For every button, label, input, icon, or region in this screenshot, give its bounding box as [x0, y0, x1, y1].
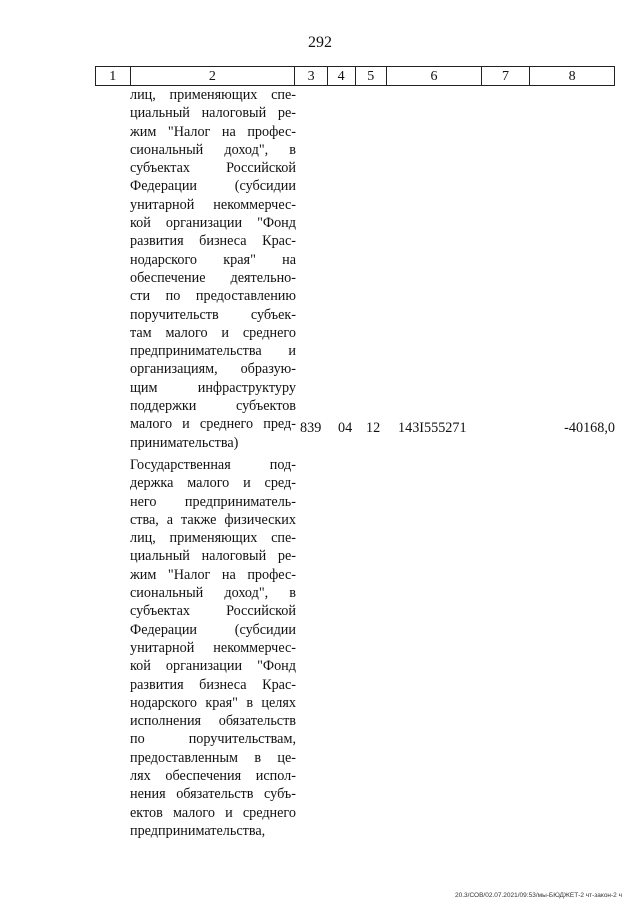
row1-line: кой организации "Фонд	[130, 215, 296, 232]
row2-line: по поручительствам,	[130, 731, 296, 748]
row1-line: организациям, образую-	[130, 361, 296, 378]
row1-line: поручительств субъек-	[130, 306, 296, 323]
footer-stamp: 20.3/СОВ/02.07.2021/09:53/мы-БЮДЖЕТ-2 чт-закон-2 ч	[455, 892, 622, 899]
row1-line: сиональный доход", в	[130, 141, 296, 158]
row2-line: держка малого и сред-	[130, 475, 296, 492]
row2-description	[130, 456, 296, 840]
row2-line: нения обязательств субъ-	[130, 786, 296, 803]
row1-line: обеспечение деятельно-	[130, 269, 296, 286]
row2-line: Государственная под-	[130, 457, 296, 473]
header-col-7: 7	[482, 67, 530, 85]
row2-line: нодарского края" в целях	[130, 694, 296, 711]
row1-line: жим "Налог на профес-	[130, 123, 296, 140]
row1-line: унитарной некоммерчес-	[130, 196, 296, 213]
row2-line: кой организации "Фонд	[130, 658, 296, 675]
header-col-6: 6	[387, 67, 482, 85]
row2-line: развития бизнеса Крас-	[130, 676, 296, 693]
row2-line: жим "Налог на профес-	[130, 566, 296, 583]
row2-line: Федерации (субсидии	[130, 621, 296, 638]
table-header-row	[95, 66, 615, 86]
row1-line: щим инфраструктуру	[130, 379, 296, 396]
row1-line: там малого и среднего	[130, 324, 296, 341]
row2-line: него предприниматель-	[130, 493, 296, 510]
row1-line: Федерации (субсидии	[130, 178, 296, 195]
header-col-4: 4	[328, 67, 356, 85]
row1-line: принимательства)	[130, 434, 239, 451]
row1-description	[130, 86, 296, 452]
row2-line: сиональный доход", в	[130, 585, 296, 602]
row1-line: нодарского края" на	[130, 251, 296, 268]
page-number: 292	[308, 34, 332, 51]
row2-line: исполнения обязательств	[130, 713, 296, 730]
row2-line: лях обеспечения испол-	[130, 768, 296, 785]
header-col-3: 3	[295, 67, 328, 85]
row1-col4-value: 04	[338, 420, 353, 436]
row1-line: малого и среднего пред-	[130, 416, 296, 433]
row1-col5-value: 12	[366, 420, 381, 436]
row1-col6-value: 143I555271	[398, 420, 467, 436]
row1-col3-value: 839	[300, 420, 322, 436]
row1-line: циальный налоговый ре-	[130, 105, 296, 122]
row1-col8-value: -40168,0	[564, 420, 615, 436]
row1-line: субъектах Российской	[130, 160, 296, 177]
header-col-8: 8	[568, 69, 576, 84]
row1-line: развития бизнеса Крас-	[130, 233, 296, 250]
header-col-1: 1	[96, 67, 131, 85]
row2-line: циальный налоговый ре-	[130, 548, 296, 565]
row2-line: ства, а также физических	[130, 511, 296, 528]
row1-line: лиц, применяющих спе-	[130, 87, 296, 103]
row2-line: ектов малого и среднего	[130, 804, 296, 821]
row1-line: предпринимательства и	[130, 343, 296, 360]
row2-line: лиц, применяющих спе-	[130, 530, 296, 547]
row2-line: субъектах Российской	[130, 603, 296, 620]
row1-line: сти по предоставлению	[130, 288, 296, 305]
row1-line: поддержки субъектов	[130, 398, 296, 415]
row2-line: предпринимательства,	[130, 822, 266, 839]
header-col-5: 5	[356, 67, 388, 85]
row2-line: предоставленным в це-	[130, 749, 296, 766]
row2-line: унитарной некоммерчес-	[130, 639, 296, 656]
header-col-2: 2	[131, 67, 296, 85]
